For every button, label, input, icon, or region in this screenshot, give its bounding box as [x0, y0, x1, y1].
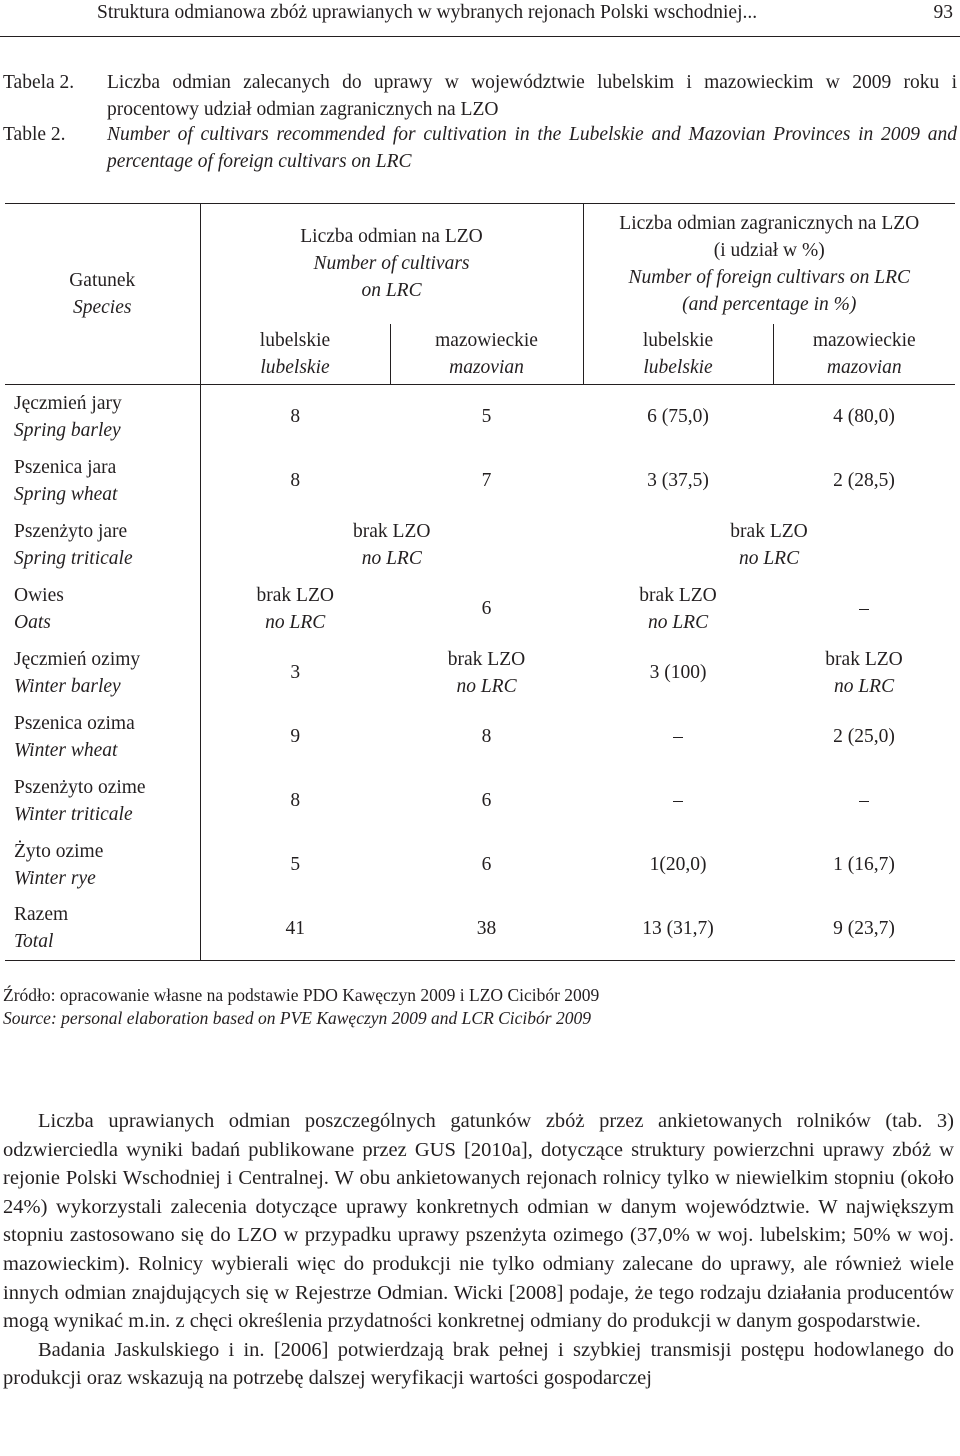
table-row: [5, 577, 955, 641]
source-note-pl: Źródło: opracowanie własne na podstawie PDO Kawęczyn 2009 i LZO Cicibór 2009: [3, 985, 600, 1005]
cultivars-table: [5, 203, 955, 961]
value-cell: 4 (80,0): [833, 406, 895, 428]
value-cell: –: [673, 790, 683, 811]
source-note-en: Source: personal elaboration based on PVE Kawęczyn 2009 and LCR Cicibór 2009: [3, 1008, 591, 1028]
caption-en-text: Number of cultivars recommended for cultivation in the Lubelskie and Mazovian Provinces in 2009 and percentage of foreign cultivars on LRC: [107, 124, 957, 172]
value-cell: 38: [390, 897, 583, 961]
value-cell: 8: [290, 470, 301, 491]
value-cell: –: [859, 790, 869, 811]
table-row: [5, 705, 955, 769]
value-cell: 6: [481, 598, 492, 619]
value-cell: 9 (23,7): [773, 897, 955, 961]
species-cell: Razem Total: [5, 897, 200, 961]
subheader-lzo-mazowieckie: mazowieckie mazovian: [390, 324, 583, 385]
value-cell: 8: [481, 726, 492, 747]
value-cell: 6: [481, 854, 492, 875]
subheader-foreign-mazowieckie: mazowieckie mazovian: [773, 324, 955, 385]
species-cell: Żyto ozime Winter rye: [5, 833, 200, 897]
species-cell: Pszenica ozima Winter wheat: [5, 705, 200, 769]
table-row: [5, 513, 955, 577]
no-lrc-cell: brak LZO no LRC: [353, 520, 431, 569]
header-rule: [0, 36, 960, 37]
caption-pl-text: Liczba odmian zalecanych do uprawy w województwie lubelskim i mazowieckim w 2009 roku i procentowy udział odmian zagranicznych na LZO: [107, 72, 957, 120]
running-title: Struktura odmianowa zbóż uprawianych w wybranych rejonach Polski wschodniej...: [97, 2, 758, 23]
caption-en-label: Table 2.: [3, 124, 66, 145]
table-row: [5, 833, 955, 897]
value-cell: 7: [481, 470, 492, 491]
species-cell: Pszenica jara Spring wheat: [5, 449, 200, 513]
header-group-foreign: Liczba odmian zagranicznych na LZO (i udział w %) Number of foreign cultivars on LRC (and percentage in %): [583, 204, 955, 324]
value-cell: –: [673, 726, 683, 747]
body-text: [3, 1107, 954, 1393]
value-cell: 9: [290, 726, 301, 747]
paragraph: Liczba uprawianych odmian poszczególnych gatunków zbóż przez ankietowanych rolników (tab. 3) odzwierciedla wyniki badań publikowane przez GUS [2010a], dotyczące struktury powierzchni uprawy zbóż w rejonie Polski Wschodniej i Centralnej. W obu ankietowanych rejonach rolnicy tylko w niewielkim stopniu (około 24%) wykorzystali zalecenia dotyczące uprawy konkretnych odmian w danym województwie. W największym stopniu zastosowano się do LZO w przypadku uprawy pszenżyta ozimego (37,0% w woj. lubelskim; 50% w woj. mazowieckim). Rolnicy wybierali więc do produkcji nie tylko odmiany zalecane do uprawy, ale również wiele innych odmian znajdujących się w Rejestrze Odmian. Wicki [2008] podaje, że tego rodzaju działania producentów mogą wynikać m.in. z chęci określenia przydatności konkretnej odmiany do produkcji w danym gospodarstwie.: [3, 1110, 954, 1333]
no-lrc-cell: brak LZO no LRC: [639, 584, 717, 633]
value-cell: 6 (75,0): [647, 406, 709, 428]
value-cell: 41: [200, 897, 390, 961]
value-cell: 3: [290, 662, 301, 683]
no-lrc-cell: brak LZO no LRC: [447, 648, 526, 697]
table-row: [5, 769, 955, 833]
value-cell: 6: [481, 790, 492, 811]
value-cell: 2 (28,5): [833, 470, 895, 491]
table-row: [5, 641, 955, 705]
table-row: [5, 385, 955, 449]
value-cell: 5: [290, 854, 301, 875]
header-species: Gatunek Species: [5, 204, 200, 385]
no-lrc-cell: brak LZO no LRC: [825, 648, 903, 697]
value-cell: 8: [290, 790, 301, 811]
no-lrc-cell: brak LZO no LRC: [730, 520, 808, 569]
value-cell: –: [859, 598, 869, 619]
paragraph: Badania Jaskulskiego i in. [2006] potwierdzają brak pełnej i szybkiej transmisji postępu hodowlanego do produkcji oraz wskazują na potrzebę dalszej weryfikacji wartości gospodarczej: [3, 1338, 954, 1390]
species-cell: Jęczmień ozimy Winter barley: [5, 641, 200, 705]
running-header: [97, 2, 953, 24]
value-cell: 8: [290, 406, 301, 428]
value-cell: 13 (31,7): [583, 897, 773, 961]
header-group-lzo: Liczba odmian na LZO Number of cultivars on LRC: [200, 204, 583, 324]
species-cell: Jęczmień jary Spring barley: [5, 385, 200, 449]
value-cell: 3 (100): [649, 662, 707, 683]
page-number: 93: [933, 2, 953, 23]
species-cell: Pszenżyto ozime Winter triticale: [5, 769, 200, 833]
no-lrc-cell: brak LZO no LRC: [256, 584, 334, 633]
caption-pl-label: Tabela 2.: [3, 72, 75, 93]
value-cell: 1 (16,7): [833, 854, 895, 875]
table-row-total: [5, 897, 955, 961]
value-cell: 2 (25,0): [833, 726, 895, 747]
value-cell: 1(20,0): [649, 854, 707, 875]
subheader-foreign-lubelskie: lubelskie lubelskie: [583, 324, 773, 385]
value-cell: 3 (37,5): [647, 470, 709, 491]
table-row: [5, 449, 955, 513]
species-cell: Owies Oats: [5, 577, 200, 641]
subheader-lzo-lubelskie: lubelskie lubelskie: [200, 324, 390, 385]
value-cell: 5: [481, 406, 492, 428]
species-cell: Pszenżyto jare Spring triticale: [5, 513, 200, 577]
